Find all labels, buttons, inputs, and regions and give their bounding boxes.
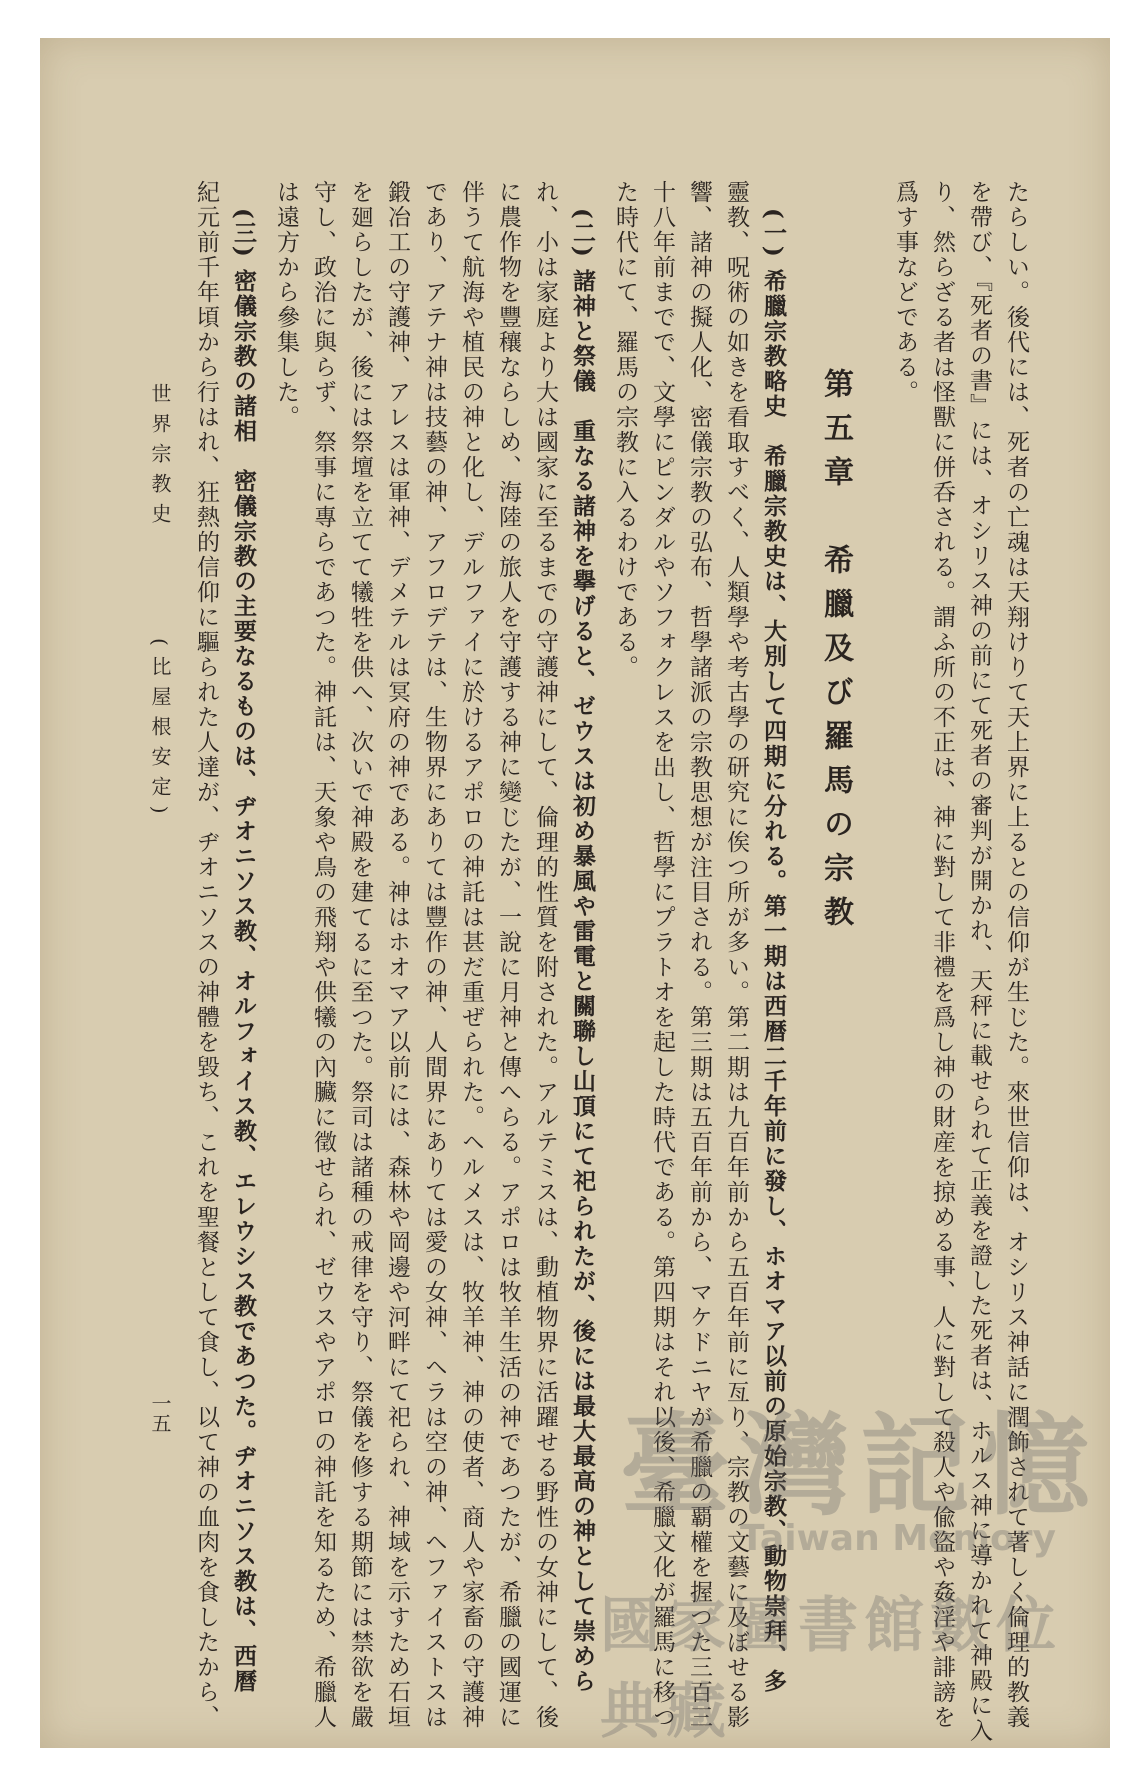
text-column-11: れ、小は家庭より大は國家に至るまでの守護神にして、倫理的性質を附された。アルテミスは、動植物界に活躍せる野性の女神にして、後	[532, 180, 558, 1730]
text-column-5: (一) 希臘宗教略史 希臘宗教史は、大別して四期に分れる。第一期は西暦二千年前に發し、ホオマア以前の原始宗教、動物崇拜、多	[760, 208, 787, 1694]
text-column-10: (二) 諸神と祭儀 重なる諸神を擧げると、ゼウスは初め暴風や雷電と關聯し山頂にて祀られたが、後には最大最高の神として崇めら	[569, 208, 596, 1694]
text-column-6: 靈教、呪術の如きを看取すべく、人類學や考古學の研究に俟つ所が多い。第二期は九百年前から五百年前に亙り、宗教の文藝に及ぼせる影	[723, 180, 749, 1730]
page-number: 一五	[148, 1393, 172, 1433]
text-column-9: た時代にて、羅馬の宗教に入るわけである。	[612, 180, 638, 680]
text-column-7: 響、諸神の擬人化、密儀宗教の弘布、哲學諸派の宗教思想が注目される。第三期は五百年前から、マケドニヤが希臘の覇權を握つた三百三	[686, 180, 712, 1730]
text-column-3: り、然らざる者は怪獸に併呑される。謂ふ所の不正は、神に對して非禮を爲し神の財産を掠める事、人に對して殺人や偸盜や姦淫や誹謗を	[929, 180, 955, 1730]
author-name: (比屋根安定)	[148, 638, 172, 824]
text-column-14: であり、アテナ神は技藝の神、アフロデテは、生物界にありては豐作の神、人間界にありては愛の女神、ヘラは空の神、ヘファイストスは	[421, 180, 447, 1730]
chapter-heading: 第五章 希臘及び羅馬の宗教	[818, 368, 853, 940]
text-column-13: 伴うて航海や植民の神と化し、デルファイに於けるアポロの神託は甚だ重ぜられた。ヘルメスは、牧羊神、神の使者、商人や家畜の守護神	[458, 180, 484, 1730]
text-column-8: 十八年前までで、文學にピンダルやソフォクレスを出し、哲學にプラトオを起した時代である。第四期はそれ以後、希臘文化が羅馬に移つ	[649, 180, 675, 1730]
text-column-12: に農作物を豐穰ならしめ、海陸の旅人を守護する神に變じたが、一說に月神と傳へらる。アポロは牧羊生活の神であつたが、希臘の國運に	[495, 180, 521, 1730]
library-watermark	[580, 1368, 1120, 1747]
book-title: 世界宗教史	[148, 383, 172, 533]
watermark-english-title: Taiwan Memory	[740, 1518, 1056, 1559]
text-column-20: 紀元前千年頃から行はれ、狂熱的信仰に驅られた人達が、ヂオニソスの神體を毀ち、これを聖餐として食し、以て神の血肉を食したから、	[193, 180, 219, 1730]
text-column-2: を帶び、『死者の書』には、オシリス神の前にて死者の審判が開かれ、天秤に載せられて正義を證した死者は、ホルス神に導かれて神殿に入	[966, 180, 992, 1744]
text-column-18: は遠方から參集した。	[273, 180, 299, 430]
text-column-15: 鍛冶工の守護神、アレスは軍神、デメテルは冥府の神である。神はホオマア以前には、森林や岡邊や河畔にて祀られ、神域を示すため石垣	[384, 180, 410, 1730]
watermark-library-name: 國家圖書館數位典藏	[600, 1591, 1062, 1747]
text-column-19: (三) 密儀宗教の諸相 密儀宗教の主要なるものは、ヂオニソス教、オルフォイス教、エレウシス教であつた。ヂオニソス教は、西曆	[230, 208, 257, 1694]
text-column-1: たらしい。後代には、死者の亡魂は天翔けりて天上界に上るとの信仰が生じた。來世信仰は、オシリス神話に潤飾されて著しく倫理的教義	[1003, 180, 1029, 1730]
scanned-page	[40, 38, 1110, 1748]
watermark-cjk-title: 臺灣記憶	[620, 1402, 1100, 1530]
text-column-16: を廻らしたが、後には祭壇を立てて犧牲を供へ、次いで神殿を建てるに至つた。祭司は諸種の戒律を守り、祭儀を修する期節には禁欲を嚴	[347, 180, 373, 1730]
text-column-4: 爲す事などである。	[892, 180, 918, 405]
text-column-17: 守し、政治に與らず、祭事に專らであつた。神託は、天象や鳥の飛翔や供犧の內臟に徵せられ、ゼウスやアポロの神託を知るため、希臘人	[310, 180, 336, 1730]
